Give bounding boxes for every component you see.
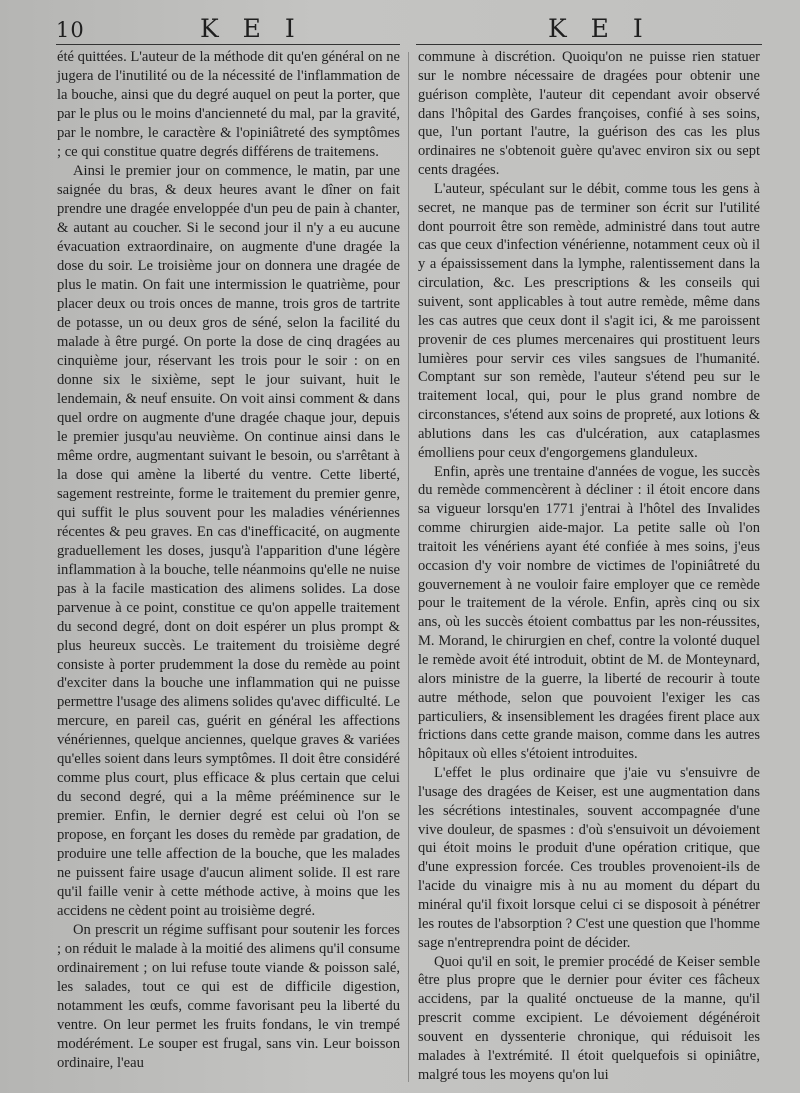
paragraph: été quittées. L'auteur de la méthode dit qu'en général on ne jugera de l'inutilité ou de la nécessité de l'inflammation de la bouche, ainsi que du degré auquel on peut la porter, que par le plus ou le moins d'ancienneté du mal, par la gravité, par le nombre, le caractère & l'opiniâtreté des symptômes ; ce qui constitue quatre degrés différens de traitemens. [57,49,400,160]
paragraph: L'effet le plus ordinaire que j'aie vu s'ensuivre de l'usage des dragées de Keiser, est une augmentation dans les sécrétions intestinales, souvent accompagnée d'une vive douleur, de spasmes : d'où s'ensuivoit un dévoiement qui étoit moins le produit d'une opération critique, que d'une expression forcée. Ces troubles provenoient-ils de l'acide du vinaigre mis à nu au moment du départ du minéral qu'il fixoit lorsque celui ci se disposoit à pénétrer les routes de l'absorption ? C'est une question que l'homme sage n'entreprendra point de décider. [418,765,760,951]
right-column [418,48,760,1084]
column-divider [408,52,409,1082]
right-running-title: K E I [548,14,651,43]
paragraph: L'auteur, spéculant sur le débit, comme tous les gens à secret, ne manque pas de terminer son écrit sur l'utilité dont pourroit être son remède, administré dans tout autre cas que ceux d'infection vénérienne, notamment ceux où il y a épaississement dans la lymphe, ralentissement dans la circulation, &c. Les prescriptions & les conseils qui suivent, sont applicables à tout autre remède, même dans les cas autres que ceux dont il s'agit ici, & me paroissent provenir de ces plumes mercenaires qui prostituent leurs lumières pour servir ces viles sangsues de l'humanité. Comptant sur son remède, l'auteur s'étend peu sur le traitement local, qui, pour le plus grand nombre de circonstances, s'étend aux soins de propreté, aux lotions & ablutions dans les cas d'ulcération, aux cataplasmes émolliens pour ceux d'engorgemens glanduleux. [418,180,760,461]
paragraph: On prescrit un régime suffisant pour soutenir les forces ; on réduit le malade à la moitié des alimens qu'il consume ordinairement ; on lui refuse toute viande & poisson salé, les salades, tout ce qui est de difficile digestion, notamment les œufs, comme favorisant peu la liberté du ventre. On leur permet les fruits fondans, le vin trempé modérément. Le souper est frugal, sans vin. Leur boisson ordinaire, l'eau [57,922,400,1072]
left-header-rule [56,44,400,45]
paragraph: Ainsi le premier jour on commence, le matin, par une saignée du bras, & deux heures avant le dîner on fait prendre une dragée enveloppée d'un peu de pain à chanter, & autant au coucher. Si le second jour il n'y a eu aucune évacuation extraordinaire, on augmente d'une dragée la dose du soir. Le troisième jour on donnera une dragée de plus le matin. On fait une intermission le quatrième, pour placer deux ou trois onces de manne, trois gros de tartrite de potasse, un ou deux gros de séné, selon la facilité du malade à être purgé. On porte la dose de cinq dragées au cinquième jour, réservant les trois pour le soir : on en donne six le sixième, sept le jour suivant, huit le lendemain, & neuf ensuite. On voit ainsi comment & dans quel ordre on augmente d'une dragée chaque jour, depuis le premier jusqu'au neuvième. On continue ainsi dans le même ordre, augmentant suivant le besoin, ou s'arrêtant à la dose qui amène la liberté du ventre. Cette liberté, sagement restreinte, forme le traitement du premier genre, qui suffit le plus souvent pour les maladies vénériennes récentes & peu graves. En cas d'inefficacité, on augmente graduellement les doses, jusqu'à l'apparition d'une légère inflammation à la bouche, telle néanmoins qu'elle ne nuise pas à la facile mastication des alimens solides. La dose parvenue à ce point, constitue ce qu'on appelle traitement du second degré, dont on doit espérer un plus prompt & plus heureux succès. Le traitement du troisième degré consiste à porter prudemment la dose du remède au point d'exciter dans la bouche une inflammation qui ne puisse permettre l'usage des alimens solides qu'avec difficulté. Le mercure, en pareil cas, guérit en général les affections vénériennes, quelque anciennes, quelque graves & variées qu'elles soient dans leurs symptômes. Il doit être considéré comme plus court, plus efficace & plus certain que celui du second degré, qui a la même prééminence sur le premier. Enfin, le dernier degré est celui où l'on se propose, en forçant les doses du remède par gradation, de produire une telle affection de la bouche, que les malades ne puissent faire usage d'aucun aliment solide. Il est rare qu'il faille venir à cette méthode active, à moins que les accidens ne cèdent point au troisième degré. [57,162,400,920]
right-header-rule [416,44,762,45]
paragraph: Enfin, après une trentaine d'années de vogue, les succès du remède commencèrent à décliner : il étoit encore dans sa vigueur lorsqu'en 1771 j'entrai à l'hôtel des Invalides comme chirurgien aide-major. La petite salle où l'on traitoit les vénériens ayant été confiée à mes soins, j'eus occasion d'y voir nombre de victimes de l'opiniâtreté du gouvernement à ne vouloir faire employer que ce remède pour le traitement de la vérole. Enfin, après cinq ou six ans, où les succès étoient combattus par les non-réussites, M. Morand, le chirurgien en chef, contre la volonté duquel le remède avoit été introduit, obtint de M. de Monteynard, alors ministre de la guerre, la liberté de recourir à toute autre méthode, selon que pouvoient l'exiger les cas particuliers, & insensiblement les dragées firent place aux frictions dans cette grande maison, comme dans les autres hôpitaux où elles s'étoient introduites. [418,463,760,763]
running-header [0,14,800,44]
left-running-title: K E I [200,14,303,43]
left-column [57,48,400,1073]
paragraph: commune à discrétion. Quoiqu'on ne puisse rien statuer sur le nombre nécessaire de dragées pour obtenir une guérison complète, l'auteur dit cependant avoir observé dans l'hôpital des Gardes françoises, confié à ses soins, que, l'un portant l'autre, la guérison des cas les plus ordinaires ne s'obtenoit guère qu'avec environ six ou sept cents dragées. [418,49,760,179]
page-number: 10 [56,18,85,42]
paragraph: Quoi qu'il en soit, le premier procédé de Keiser semble être plus propre que le dernier pour éviter ces fâcheux accidens, par la qualité onctueuse de la manne, qu'il prescrit comme excipient. Le dévoiement dégénéroit souvent en dyssenterie chronique, qui réduisoit les malades à l'extrémité. Il étoit quelquefois si opiniâtre, malgré tous les moyens qu'on lui [418,953,760,1083]
